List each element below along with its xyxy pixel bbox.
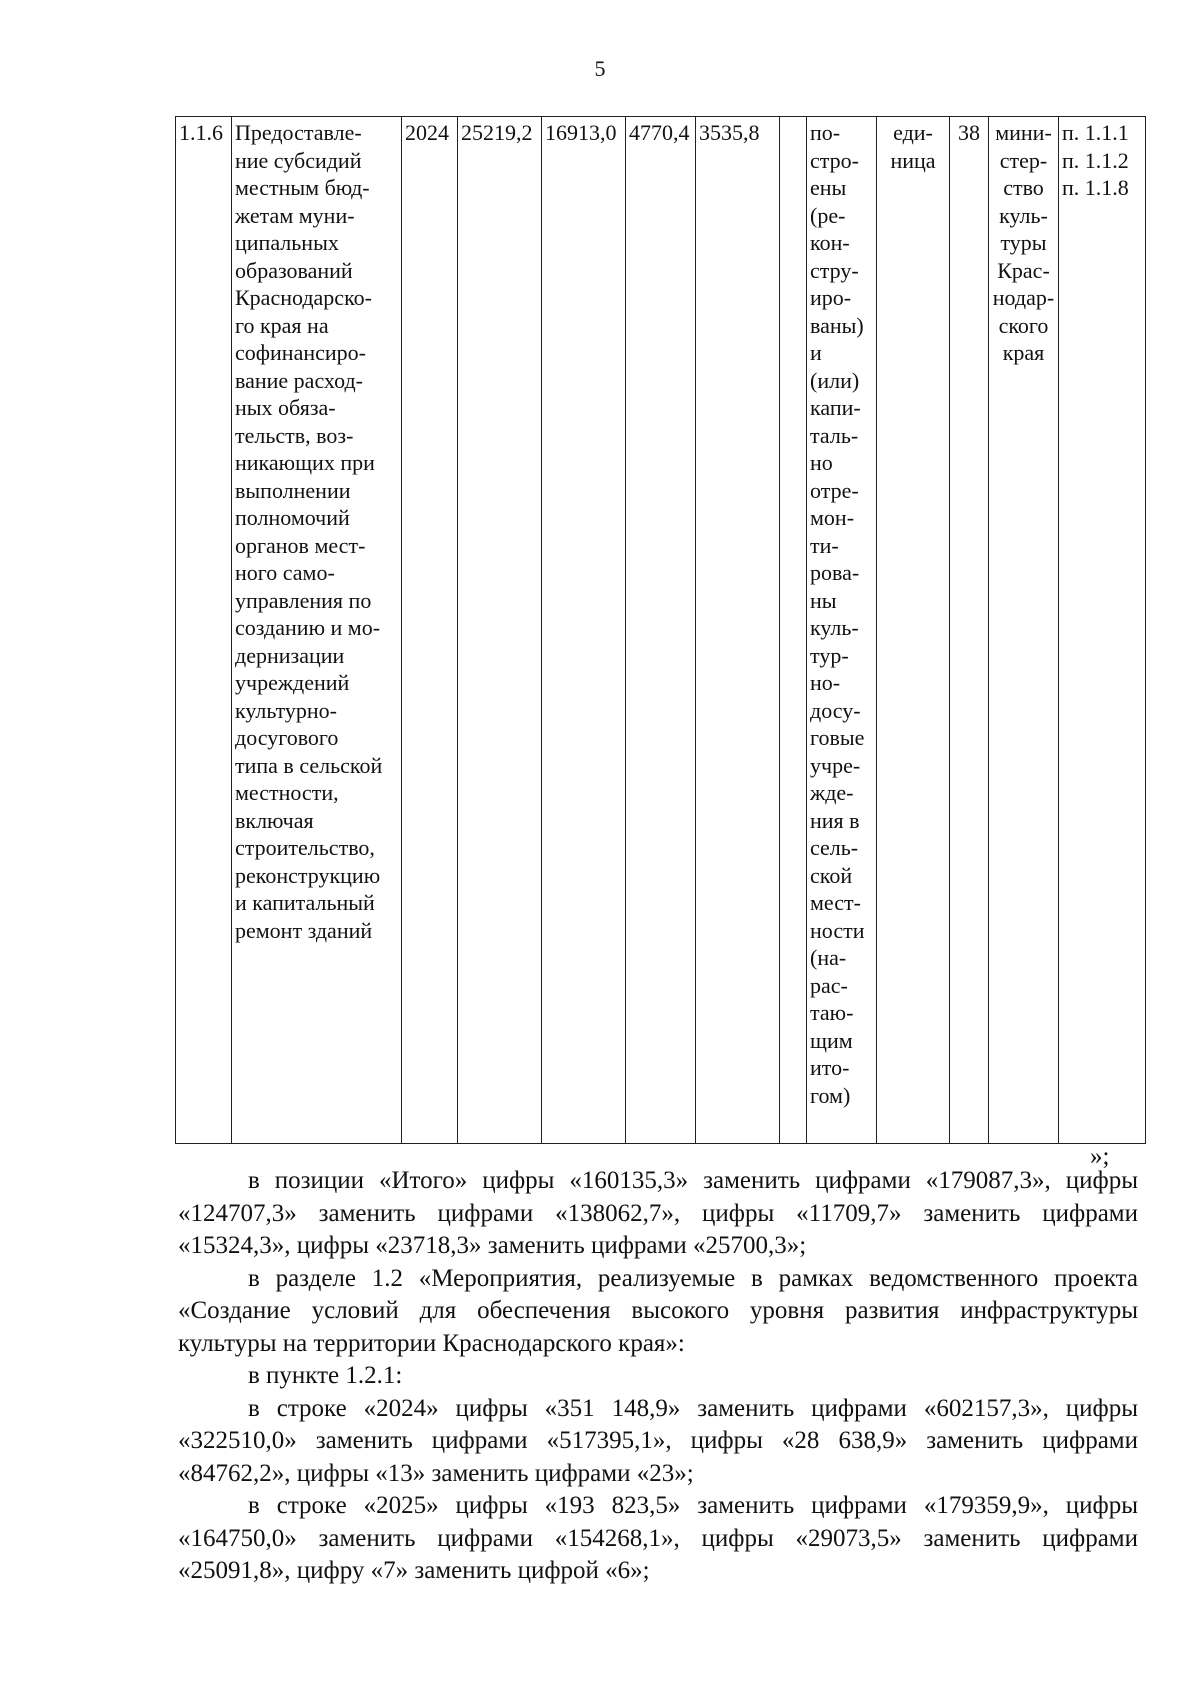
cell-line: но- <box>810 670 841 695</box>
cell-line: досу- <box>810 697 861 723</box>
cell-line: дернизации <box>235 642 345 668</box>
cell-line: ито- <box>810 1055 850 1080</box>
cell-line: вание расход- <box>235 367 363 393</box>
cell-total: 25219,2 <box>458 117 542 1144</box>
paragraph: в строке «2024» цифры «351 148,9» заменить цифрами «602157,3», цифры «322510,0» заменить цифрами «517395,1», цифры «28 638,9» заменить цифрами «84762,2», цифры «13» заменить цифрами «23»; <box>178 1394 1138 1487</box>
cell-line: капи- <box>810 395 861 420</box>
cell-line: еди- <box>893 120 933 145</box>
cell-line: п. 1.1.1 <box>1062 120 1129 145</box>
cell-line: типа в сельской <box>235 752 383 778</box>
cell-line: (на- <box>810 945 847 970</box>
cell-line: строительство, <box>235 835 375 860</box>
cell-line: ского <box>998 312 1049 338</box>
cell-line: тельств, воз- <box>235 422 354 448</box>
paragraph: в разделе 1.2 «Мероприятия, реализуемые в рамках ведомственного проекта «Создание условий для обеспечения высокого уровня развития инфраструктуры культуры на территории Краснодарского края»: <box>178 1264 1138 1357</box>
cell-code: 1.1.6 <box>176 117 232 1144</box>
cell-line: рас- <box>810 972 848 998</box>
cell-result <box>807 117 877 1144</box>
cell-col3: 16913,0 <box>542 117 626 1144</box>
cell-line: Предоставле- <box>235 120 362 145</box>
cell-line: иро- <box>810 285 852 310</box>
table-row <box>176 117 1146 1144</box>
cell-line: ваны) <box>810 312 864 338</box>
paragraph: в позиции «Итого» цифры «160135,3» заменить цифрами «179087,3», цифры «124707,3» заменить цифрами «138062,7», цифры «11709,7» заменить цифрами «15324,3», цифры «23718,3» заменить цифрами «25700,3»; <box>178 1167 1138 1259</box>
cell-line: го края на <box>235 312 329 338</box>
cell-col5: 3535,8 <box>696 117 780 1144</box>
cell-line: жетам муни- <box>235 202 355 228</box>
cell-line: учреждений <box>235 670 350 695</box>
cell-year: 2024 <box>402 117 458 1144</box>
cell-line: органов мест- <box>235 532 366 558</box>
cell-line: реконструкцию <box>235 862 381 888</box>
cell-line: местным бюд- <box>235 175 370 200</box>
cell-line: рова- <box>810 560 860 585</box>
cell-line: туры <box>1000 230 1047 255</box>
cell-line: ных обяза- <box>235 395 336 420</box>
cell-line: мест- <box>810 890 861 915</box>
cell-line: гом) <box>810 1082 851 1108</box>
cell-line: выполнении <box>235 477 351 503</box>
cell-line: сель- <box>810 835 859 860</box>
cell-line: софинансиро- <box>235 340 366 365</box>
cell-line: но <box>810 450 833 475</box>
paragraph: в пункте 1.2.1: <box>248 1362 403 1389</box>
cell-line: стру- <box>810 257 859 283</box>
cell-col4: 4770,4 <box>626 117 696 1144</box>
cell-line: жде- <box>810 780 854 805</box>
cell-line: ство <box>1003 175 1044 200</box>
cell-line: местности, <box>235 780 339 805</box>
cell-line: таю- <box>810 1000 854 1025</box>
cell-line: говые <box>810 725 865 750</box>
cell-line: (ре- <box>810 202 846 228</box>
paragraph: в строке «2025» цифры «193 823,5» заменить цифрами «179359,9», цифры «164750,0» заменить цифрами «154268,1», цифры «29073,5» заменить цифрами «25091,8», цифру «7» заменить цифрой «6»; <box>178 1492 1138 1584</box>
page-number: 5 <box>594 56 606 81</box>
cell-line: ности <box>810 917 865 943</box>
cell-line: ти- <box>810 532 839 558</box>
cell-line: (или) <box>810 367 860 393</box>
cell-refs <box>1059 117 1146 1144</box>
cell-line: куль- <box>810 615 859 640</box>
cell-line: ние субсидий <box>235 147 362 173</box>
cell-line: досугового <box>235 725 339 750</box>
cell-line: кон- <box>810 230 850 255</box>
cell-line: образований <box>235 257 353 283</box>
cell-line: ремонт зданий <box>235 917 373 943</box>
cell-line: управления по <box>235 587 372 613</box>
measures-table <box>175 116 1146 1144</box>
cell-line: никающих при <box>235 450 375 475</box>
cell-line: п. 1.1.2 <box>1062 147 1129 173</box>
cell-line: созданию и мо- <box>235 615 381 640</box>
cell-line: ны <box>810 587 837 613</box>
cell-line: края <box>1002 340 1045 365</box>
cell-line: Краснодарско- <box>235 285 372 310</box>
cell-line: по- <box>810 120 841 145</box>
cell-line: включая <box>235 807 314 833</box>
cell-line: мини- <box>995 120 1052 145</box>
cell-line: нодар- <box>992 285 1055 310</box>
cell-col6 <box>780 117 807 1144</box>
cell-line: щим <box>810 1027 853 1053</box>
cell-line: культурно- <box>235 697 338 723</box>
cell-line: стер- <box>999 147 1048 173</box>
cell-line: тур- <box>810 642 849 668</box>
cell-line: п. 1.1.8 <box>1062 175 1129 200</box>
closing-quote: »; <box>1090 1143 1110 1170</box>
cell-line: учре- <box>810 752 861 778</box>
cell-line: мон- <box>810 505 855 530</box>
cell-line: ской <box>810 862 853 888</box>
cell-line: стро- <box>810 147 859 173</box>
cell-line: куль- <box>999 202 1048 228</box>
cell-line: ния в <box>810 807 860 833</box>
cell-line: таль- <box>810 422 859 448</box>
cell-line: Крас- <box>997 257 1050 283</box>
cell-line: ены <box>810 175 847 200</box>
cell-value: 38 <box>950 117 989 1144</box>
cell-line: ного само- <box>235 560 335 585</box>
body-text <box>178 1165 1138 1588</box>
cell-line: ница <box>890 147 936 173</box>
cell-line: ципальных <box>235 230 339 255</box>
cell-line: полномочий <box>235 505 350 530</box>
cell-line: отре- <box>810 477 859 503</box>
cell-unit <box>877 117 950 1144</box>
cell-line: и капитальный <box>235 890 375 915</box>
cell-name <box>232 117 402 1144</box>
cell-executor <box>989 117 1059 1144</box>
cell-line: и <box>810 340 822 365</box>
